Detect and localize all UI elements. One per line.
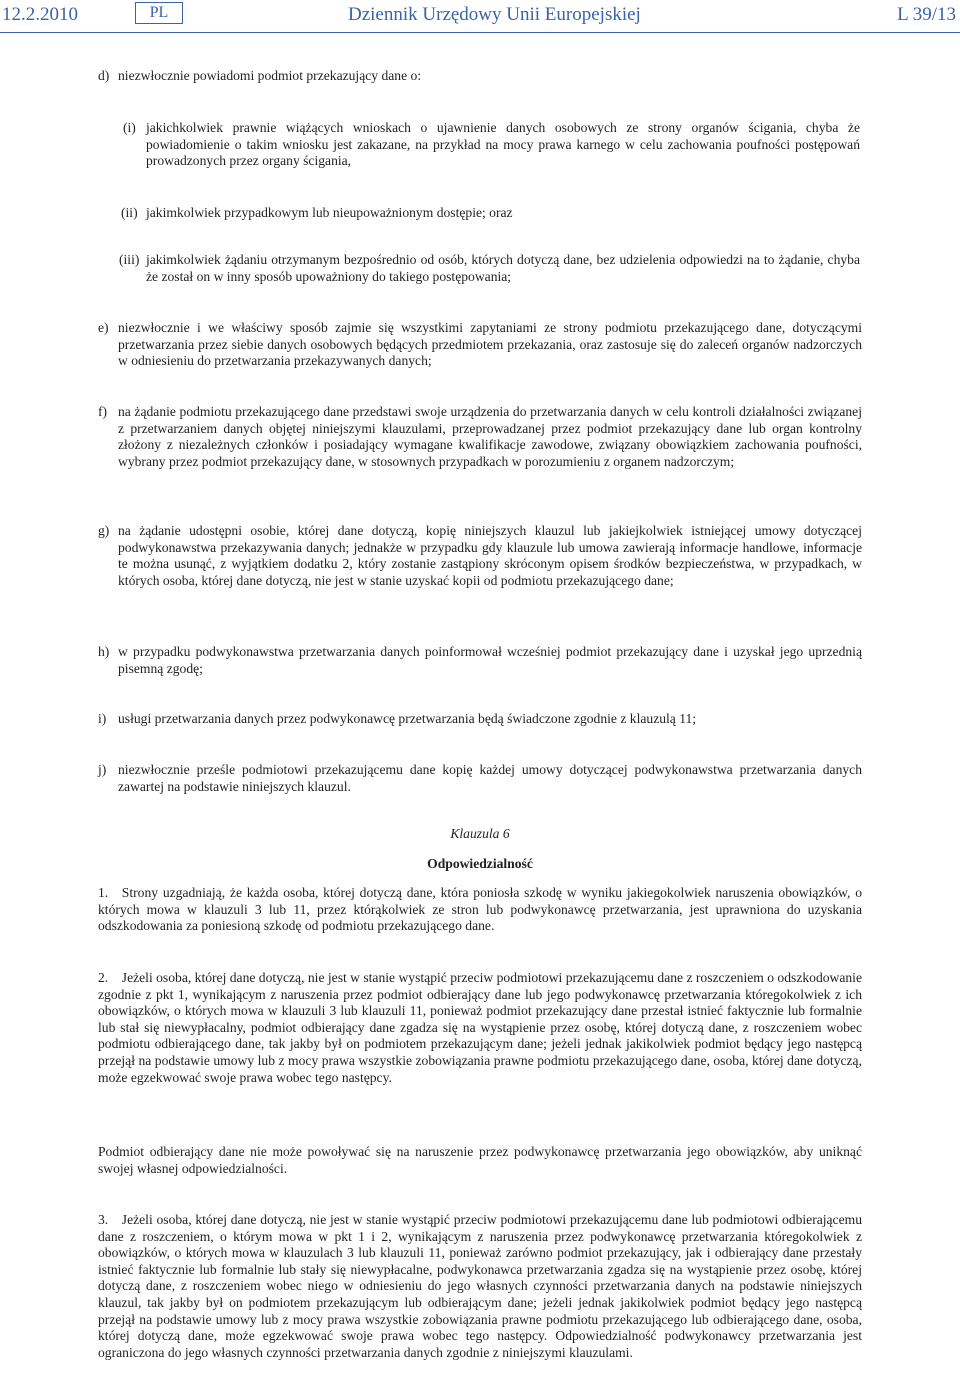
item-h-label: h)	[98, 644, 110, 659]
item-d-iii-label: (iii)	[119, 252, 140, 267]
item-h-text: w przypadku podwykonawstwa przetwarzania danych poinformował wcześniej podmiot przekazujący dane i uzyskał jego uprzednią pisemną zgodę;	[118, 644, 862, 676]
journal-title: Dziennik Urzędowy Unii Europejskiej	[348, 4, 641, 25]
item-d-label: d)	[98, 68, 110, 83]
item-g-label: g)	[98, 523, 110, 538]
item-f-text: na żądanie podmiotu przekazującego dane przedstawi swoje urządzenia do przetwarzania danych w celu kontroli działalności związanej z przetwarzaniem danych objętej niniejszymi klauzulami, przeprowadzanej przez podmiot przekazujący dane lub organ kontrolny złożony z niezależnych członków i posiadający wymagane kwalifikacje zawodowe, związany obowiązkiem zachowania poufności, wybrany przez podmiot przekazujący dane, w stosownych przypadkach w porozumieniu z organem nadzorczym;	[118, 404, 862, 469]
item-d-text: niezwłocznie powiadomi podmiot przekazujący dane o:	[118, 68, 422, 83]
item-e-text: niezwłocznie i we właściwy sposób zajmie się wszystkimi zapytaniami ze strony podmiotu przekazującego dane, dotyczącymi przetwarzania przez siebie danych osobowych będących przedmiotem przekazania, oraz zastosuje się do zaleceń organów nadzorczych w odniesieniu do przetwarzania przekazywanych danych;	[118, 320, 862, 369]
header-date: 12.2.2010	[2, 4, 78, 25]
paragraph-2: 2. Jeżeli osoba, której dane dotyczą, nie jest w stanie wystąpić przeciw podmiotowi przekazującemu dane z roszczeniem o odszkodowanie zgodnie z pkt 1, wynikającym z naruszenia przez podmiot odbierający dane lub jego podwykonawcę przetwarzania któregokolwiek z ich obowiązków, o których mowa w klauzuli 3 lub klauzuli 11, ponieważ podmiot przekazujący dane przestał istnieć faktycznie lub formalnie lub stał się niewypłacalny, podmiot odbierający dane zgadza się na wystąpienie przez osobę, której dotyczą dane, z roszczeniem wobec podmiotu odbierającego dane, tak jakby był on podmiotem przekazującym dane; jeżeli jednak jakikolwiek podmiot będący jego następcą przejął na podstawie umowy lub z mocy prawa wszystkie zobowiązania prawne podmiotu przekazującego dane, osoba, której dane dotyczą, może egzekwować swoje prawa wobec tego następcy.	[98, 970, 862, 1085]
item-e-label: e)	[98, 320, 109, 335]
clause-title: Odpowiedzialność	[427, 856, 533, 871]
paragraph-1: 1. Strony uzgadniają, że każda osoba, której dotyczą dane, która poniosła szkodę w wyniku jakiegokolwiek naruszenia obowiązków, o których mowa w klauzuli 3 lub 11, przez którąkolwiek ze stron lub podwykonawcę przetwarzania, jest uprawniona do uzyskania odszkodowania za poniesioną szkodę od podmiotu przekazującego dane.	[98, 885, 862, 934]
item-d-iii-text: jakimkolwiek żądaniu otrzymanym bezpośrednio od osób, których dotyczą dane, bez udzielenia odpowiedzi na to żądanie, chyba że został on w inny sposób upoważniony do takiego postępowania;	[146, 252, 860, 284]
item-d-ii-text: jakimkolwiek przypadkowym lub nieupoważnionym dostępie; oraz	[146, 205, 513, 220]
item-d-i-label: (i)	[123, 120, 136, 135]
page-reference: L 39/13	[897, 4, 956, 25]
language-badge: PL	[135, 2, 183, 24]
item-d-ii-label: (ii)	[121, 205, 138, 220]
item-i-label: i)	[98, 711, 107, 726]
paragraph-2-continuation: Podmiot odbierający dane nie może powoływać się na naruszenie przez podwykonawcę przetwarzania jego obowiązków, aby uniknąć swojej własnej odpowiedzialności.	[98, 1144, 862, 1176]
item-d-i-text: jakichkolwiek prawnie wiążących wnioskach o ujawnienie danych osobowych ze strony organów ścigania, chyba że powiadomienie o takim wniosku jest zakazane, na przykład na mocy prawa karnego w celu zachowania poufności postępowań prowadzonych przez organy ścigania,	[146, 120, 860, 169]
item-i-text: usługi przetwarzania danych przez podwykonawcę przetwarzania będą świadczone zgodnie z klauzulą 11;	[118, 711, 697, 726]
item-j-label: j)	[98, 762, 107, 777]
item-f-label: f)	[98, 404, 108, 419]
item-j-text: niezwłocznie prześle podmiotowi przekazującemu dane kopię każdej umowy dotyczącej podwykonawstwa przetwarzania danych zawartej na podstawie niniejszych klauzul.	[118, 762, 862, 794]
clause-number: Klauzula 6	[450, 826, 510, 841]
item-g-text: na żądanie udostępni osobie, której dane dotyczą, kopię niniejszych klauzul lub jakiejkolwiek istniejącej umowy dotyczącej podwykonawstwa przekazywania danych; jednakże w przypadku gdy klauzule lub umowa zawierają informacje handlowe, informacje te można usunąć, z wyjątkiem dodatku 2, który zostanie zastąpiony skróconym opisem środków bezpieczeństwa, w przypadkach, w których osoba, której dane dotyczą, nie jest w stanie uzyskać kopii od podmiotu przekazującego dane;	[118, 523, 862, 588]
paragraph-3: 3. Jeżeli osoba, której dane dotyczą, nie jest w stanie wystąpić przeciw podmiotowi przekazującemu dane lub podmiotowi odbierającemu dane z roszczeniem, o którym mowa w pkt 1 i 2, wynikającym z naruszenia przez podwykonawcę przetwarzania któregokolwiek z obowiązków, o których mowa w klauzulach 3 lub klauzuli 11, ponieważ zarówno podmiot przekazujący, jak i odbierający dane przestały istnieć faktycznie lub formalnie lub stały się niewypłacalne, podwykonawca przetwarzania zgadza się na wystąpienie przez osobę, której dotyczą dane, z roszczeniem wobec niego w odniesieniu do jego własnych czynności przetwarzania danych na podstawie niniejszych klauzul, tak jakby był on podmiotem przekazującym lub odbierającym dane; jeżeli jednak jakikolwiek podmiot będący jego następcą przejął na podstawie umowy lub z mocy prawa wszystkie zobowiązania prawne podmiotu przekazującego lub odbierającego dane, osoba, której dotyczą dane, może egzekwować swoje prawa wobec tego następcy. Odpowiedzialność podwykonawcy przetwarzania jest ograniczona do jego własnych czynności przetwarzania danych zgodnie z niniejszymi klauzulami.	[98, 1212, 862, 1360]
